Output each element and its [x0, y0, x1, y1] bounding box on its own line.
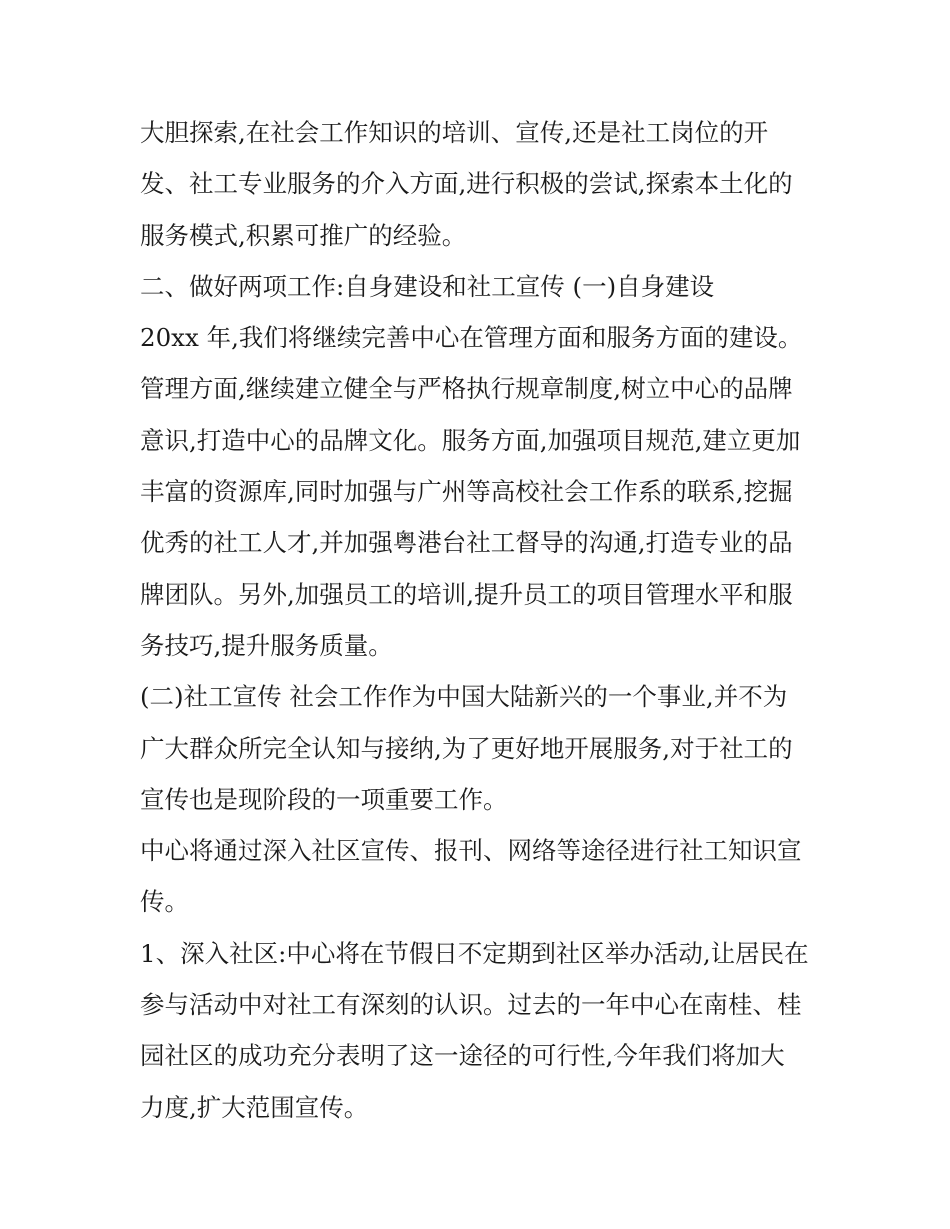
- section-heading: 二、做好两项工作:自身建设和社工宣传 (一)自身建设: [140, 271, 715, 301]
- text-line: 力度,扩大范围宣传。: [140, 1092, 369, 1122]
- text-line: 宣传也是现阶段的一项重要工作。: [140, 784, 508, 814]
- text-line: 参与活动中对社工有深刻的认识。过去的一年中心在南桂、桂: [140, 990, 802, 1020]
- subsection-heading: (二)社工宣传 社会工作作为中国大陆新兴的一个事业,并不为: [140, 682, 788, 712]
- text-line: 管理方面,继续建立健全与严格执行规章制度,树立中心的品牌: [140, 374, 793, 404]
- text-line: 务技巧,提升服务质量。: [140, 630, 393, 660]
- text-line: 发、社工专业服务的介入方面,进行积极的尝试,探索本土化的: [140, 169, 793, 199]
- text-line: 园社区的成功充分表明了这一途径的可行性,今年我们将加大: [140, 1041, 785, 1071]
- text-line: 传。: [140, 887, 189, 917]
- document-body: [140, 107, 840, 1133]
- text-line: 20xx 年,我们将继续完善中心在管理方面和服务方面的建设。: [140, 323, 803, 353]
- text-line: 大胆探索,在社会工作知识的培训、宣传,还是社工岗位的开: [140, 118, 769, 147]
- text-line: 广大群众所完全认知与接纳,为了更好地开展服务,对于社工的: [140, 733, 793, 763]
- text-line: 丰富的资源库,同时加强与广州等高校社会工作系的联系,挖掘: [140, 477, 793, 507]
- text-line: 服务模式,积累可推广的经验。: [140, 220, 467, 250]
- text-line: 中心将通过深入社区宣传、报刊、网络等途径进行社工知识宣: [140, 836, 802, 866]
- text-line: 牌团队。另外,加强员工的培训,提升员工的项目管理水平和服: [140, 579, 793, 609]
- text-line: 意识,打造中心的品牌文化。服务方面,加强项目规范,建立更加: [140, 425, 801, 455]
- list-item: 1、深入社区:中心将在节假日不定期到社区举办活动,让居民在: [140, 938, 809, 968]
- text-line: 优秀的社工人才,并加强粤港台社工督导的沟通,打造专业的品: [140, 528, 793, 558]
